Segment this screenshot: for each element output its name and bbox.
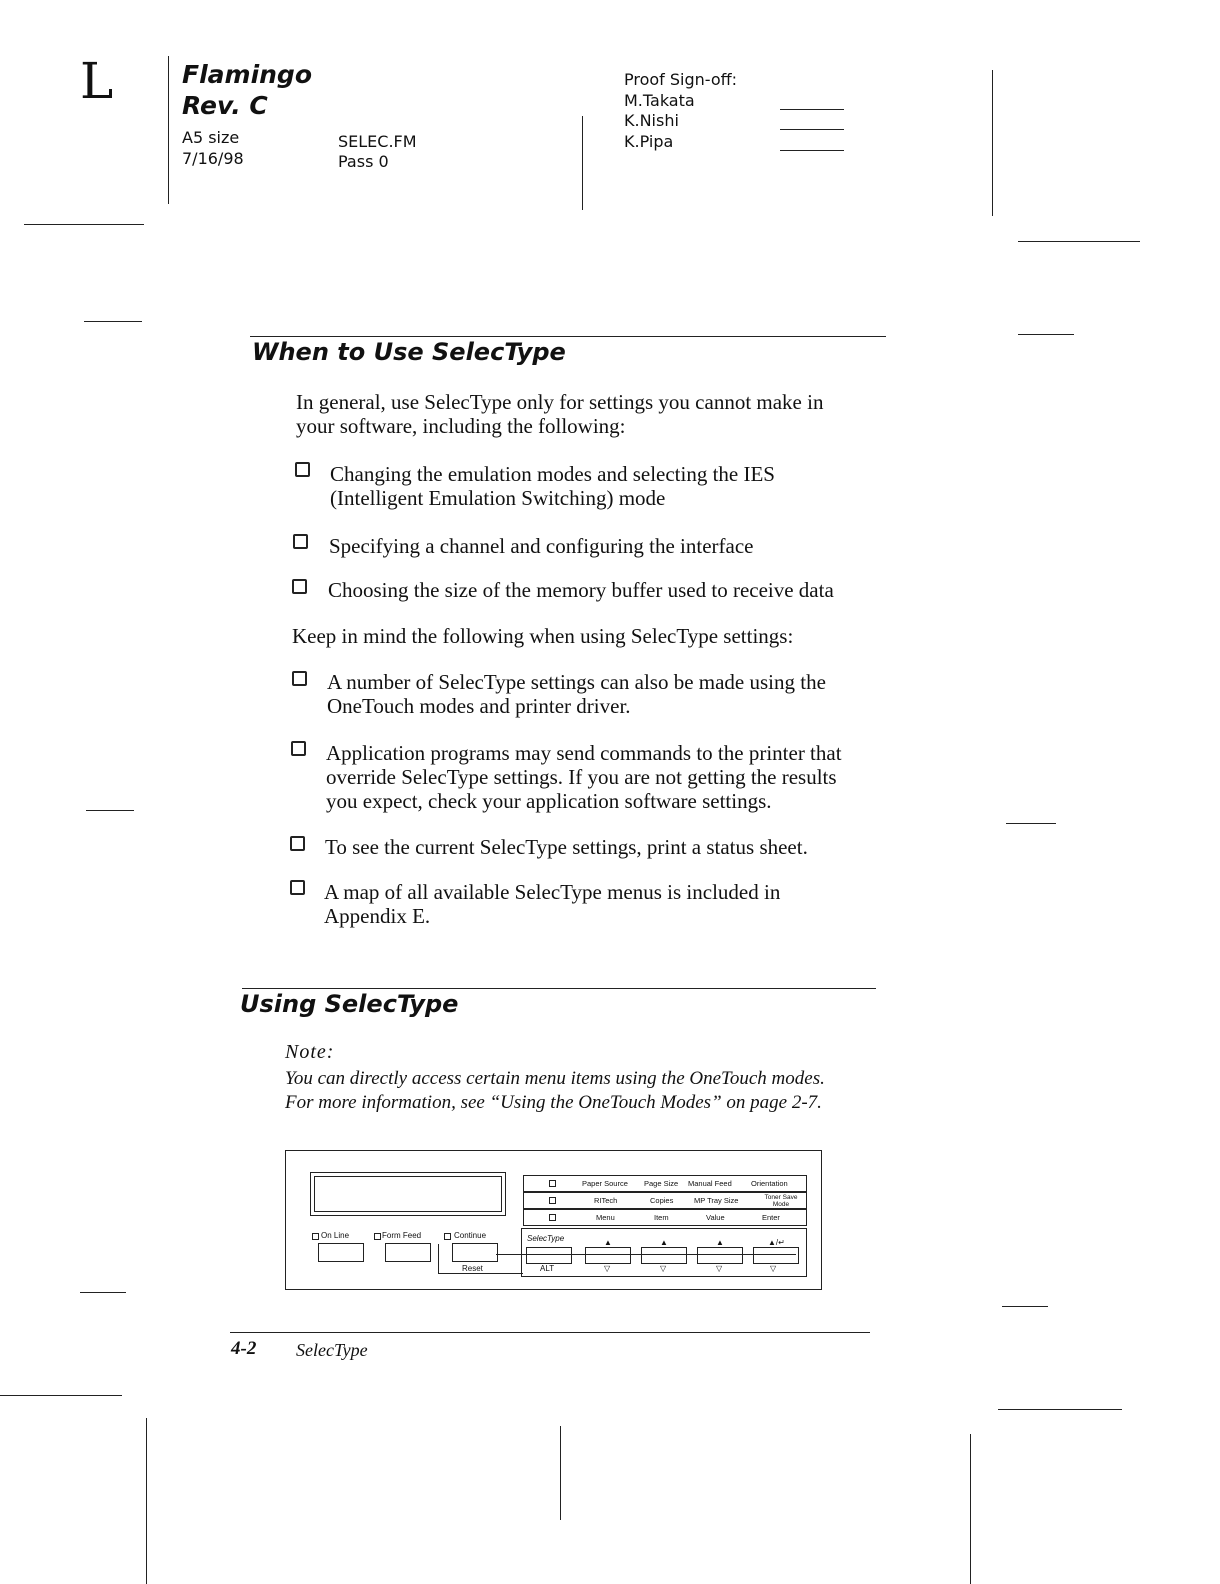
menu-label: Value <box>706 1213 725 1222</box>
down-arrow-icon: ▽ <box>604 1264 611 1273</box>
menu-label: Page Size <box>644 1179 679 1188</box>
list-item <box>325 835 808 859</box>
header-divider-mid <box>582 116 583 210</box>
corner-letter: L <box>80 52 114 110</box>
text-line: Changing the emulation modes and selecting the IES <box>330 462 775 486</box>
crop-mark <box>1018 241 1140 242</box>
lcd-display-inner <box>314 1176 502 1212</box>
section-title: Using SelecType <box>240 990 459 1018</box>
crop-mark <box>80 1292 126 1293</box>
text-line: Choosing the size of the memory buffer used to receive data <box>328 578 834 602</box>
header-divider-left <box>168 56 169 204</box>
note-text <box>285 1067 825 1115</box>
text-line: You can directly access certain menu items using the OneTouch modes. <box>285 1068 825 1089</box>
text-line: Appendix E. <box>324 904 431 928</box>
crop-mark <box>998 1409 1122 1410</box>
bullet-box <box>292 671 307 686</box>
section-rule <box>242 988 876 989</box>
text-line: your software, including the following: <box>296 414 626 438</box>
bullet-box <box>293 534 308 549</box>
crop-mark <box>86 810 134 811</box>
bullet-box <box>291 741 306 756</box>
text-line: For more information, see “Using the OneTouch Modes” on page 2-7. <box>285 1092 822 1113</box>
text-line: override SelecType settings. If you are not getting the results <box>326 765 837 789</box>
crop-mark <box>1006 823 1056 824</box>
up-arrow-icon: ▲ <box>716 1238 724 1247</box>
list-item <box>327 670 826 718</box>
down-arrow-icon: ▽ <box>660 1264 667 1273</box>
form-feed-button[interactable] <box>385 1243 431 1262</box>
menu-button[interactable] <box>585 1247 631 1264</box>
text-line: In general, use SelecType only for settings you cannot make in <box>296 390 824 414</box>
reset-label: Reset <box>462 1264 483 1273</box>
bullet-box <box>290 880 305 895</box>
text-line: Application programs may send commands to the printer that <box>326 741 842 765</box>
crop-mark <box>146 1418 147 1584</box>
list-item <box>329 534 754 558</box>
led-icon <box>444 1233 451 1240</box>
signoff-name: K.Nishi <box>624 111 679 130</box>
pass-number: Pass 0 <box>338 152 389 171</box>
menu-label: Item <box>654 1213 669 1222</box>
menu-label: Manual Feed <box>688 1179 732 1188</box>
date: 7/16/98 <box>182 149 244 168</box>
down-arrow-icon: ▽ <box>716 1264 723 1273</box>
footer-rule <box>230 1332 870 1333</box>
list-item <box>328 578 834 602</box>
signoff-line <box>780 150 844 151</box>
list-item <box>324 880 780 928</box>
menu-label: Paper Source <box>582 1179 628 1188</box>
note-label: Note: <box>285 1041 335 1063</box>
led-icon <box>549 1180 556 1187</box>
menu-label: Orientation <box>751 1179 788 1188</box>
connector-line <box>496 1254 796 1255</box>
on-line-button[interactable] <box>318 1243 364 1262</box>
button-label: Continue <box>454 1231 487 1240</box>
selectype-label: SelecType <box>527 1234 565 1243</box>
footer-section: SelecType <box>296 1340 368 1360</box>
led-icon <box>374 1233 381 1240</box>
crop-mark <box>1018 334 1074 335</box>
file-name: SELEC.FM <box>338 132 417 151</box>
crop-mark <box>84 321 142 322</box>
selectype-button[interactable] <box>526 1247 572 1264</box>
page-number: 4-2 <box>231 1338 257 1359</box>
up-arrow-icon: ▲ <box>604 1238 612 1247</box>
down-arrow-icon: ▽ <box>770 1264 777 1273</box>
crop-mark <box>1002 1306 1048 1307</box>
signoff-name: K.Pipa <box>624 132 674 151</box>
text-line: To see the current SelecType settings, print a status sheet. <box>325 835 808 859</box>
text-line: (Intelligent Emulation Switching) mode <box>330 486 666 510</box>
item-button[interactable] <box>641 1247 687 1264</box>
crop-mark <box>24 224 144 225</box>
keep-in-mind: Keep in mind the following when using SelecType settings: <box>292 624 794 648</box>
paper-size: A5 size <box>182 128 240 147</box>
led-icon <box>549 1214 556 1221</box>
value-button[interactable] <box>697 1247 743 1264</box>
bullet-box <box>292 579 307 594</box>
crop-mark <box>560 1426 561 1520</box>
button-label: Form Feed <box>382 1231 422 1240</box>
menu-row <box>523 1209 807 1226</box>
signoff-line <box>780 129 844 130</box>
project-name: Flamingo <box>182 60 313 89</box>
header-divider-right <box>992 70 993 216</box>
led-icon <box>549 1197 556 1204</box>
list-item <box>330 462 775 510</box>
signoff-title: Proof Sign-off: <box>624 70 738 89</box>
section-title: When to Use SelecType <box>252 338 566 366</box>
menu-label: MP Tray Size <box>694 1196 739 1205</box>
button-label: On Line <box>321 1231 350 1240</box>
led-icon <box>312 1233 319 1240</box>
signoff-line <box>780 109 844 110</box>
text-line: A map of all available SelecType menus is included in <box>324 880 781 904</box>
menu-label: Toner Save Mode <box>764 1194 798 1208</box>
alt-label: ALT <box>540 1264 555 1273</box>
text-line: A number of SelecType settings can also be made using the <box>327 670 826 694</box>
crop-mark <box>970 1434 971 1584</box>
text-line: you expect, check your application software settings. <box>326 789 772 813</box>
up-arrow-icon: ▲ <box>660 1238 668 1247</box>
bullet-box <box>295 462 310 477</box>
menu-label: Menu <box>596 1213 615 1222</box>
list-item <box>326 741 842 813</box>
revision: Rev. C <box>182 91 268 120</box>
menu-row <box>523 1175 807 1192</box>
up-enter-icon: ▲/↵ <box>768 1238 785 1247</box>
section-rule <box>250 336 886 337</box>
bullet-box <box>290 836 305 851</box>
menu-row <box>523 1192 807 1209</box>
signoff-name: M.Takata <box>624 91 695 110</box>
crop-mark <box>0 1395 122 1396</box>
menu-label: Copies <box>650 1196 674 1205</box>
text-line: OneTouch modes and printer driver. <box>327 694 631 718</box>
enter-button[interactable] <box>753 1247 799 1264</box>
intro-paragraph <box>296 390 823 438</box>
menu-label: RITech <box>594 1196 618 1205</box>
text-line: Specifying a channel and configuring the interface <box>329 534 754 558</box>
menu-label: Enter <box>762 1213 780 1222</box>
